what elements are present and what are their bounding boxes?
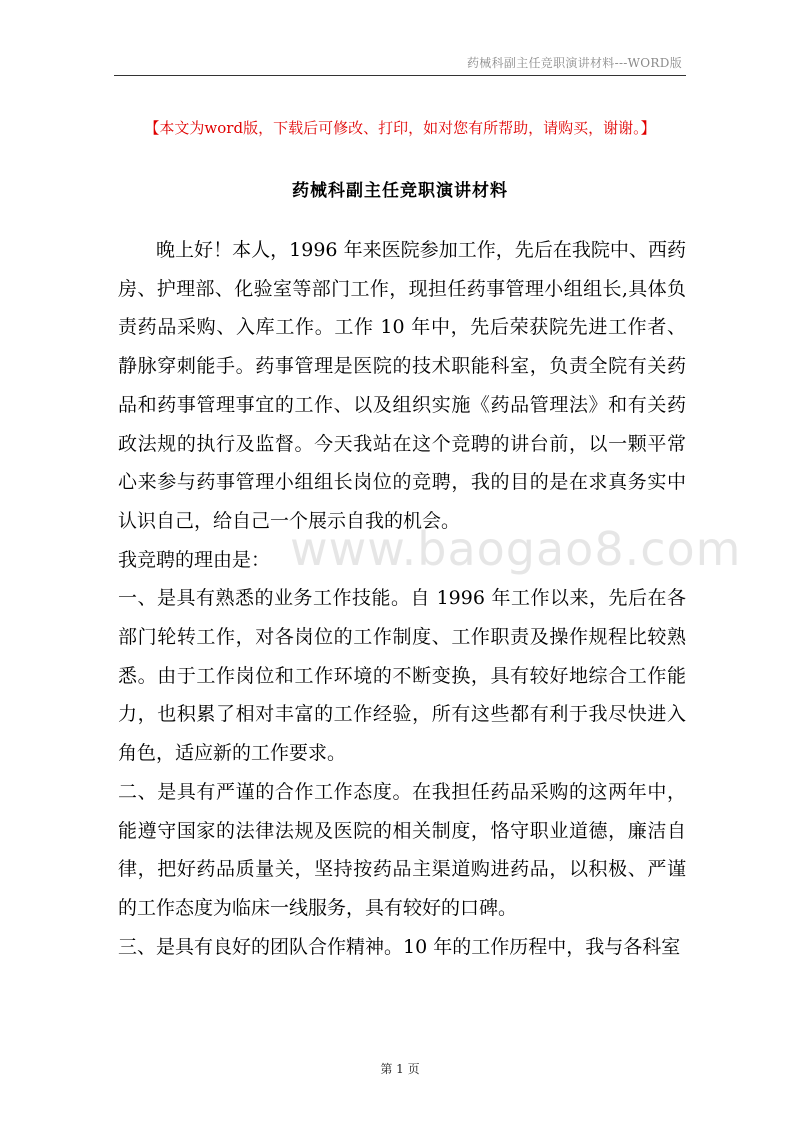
paragraph-reason-1: 一、是具有熟悉的业务工作技能。自 1996 年工作以来，先后在各部门轮转工作，对各岗位的工作制度、工作职责及操作规程比较熟悉。由于工作岗位和工作环境的不断变换，具有较好地综合工作能力，也积累了相对丰富的工作经验，所有这些都有利于我尽快进入角色，适应新的工作要求。 [118, 587, 686, 765]
paragraph-reasons-heading: 我竞聘的理由是： [118, 548, 271, 571]
paragraph-intro: 晚上好！本人，1996 年来医院参加工作，先后在我院中、西药房、护理部、化验室等部门工作，现担任药事管理小组组长,具体负责药品采购、入库工作。工作 10 年中，先后荣获院先进工作者、静脉穿刺能手。药事管理是医院的技术职能科室，负责全院有关药品和药事管理事宜的工作、以及组织实施《药品管理法》和有关药政法规的执行及监督。今天我站在这个竞聘的讲台前，以一颗平常心来参与药事管理小组组长岗位的竞聘，我的目的是在求真务实中认识自己，给自己一个展示自我的机会。 [118, 239, 686, 532]
paragraph-reason-2: 二、是具有严谨的合作工作态度。在我担任药品采购的这两年中，能遵守国家的法律法规及医院的相关制度，恪守职业道德，廉洁自律，把好药品质量关，坚持按药品主渠道购进药品，以积极、严谨的工作态度为临床一线服务，具有较好的口碑。 [118, 780, 686, 919]
watermark-text: www.baogao8.com [290, 522, 742, 576]
page-number: 第 1 页 [380, 1062, 420, 1076]
paragraph-reason-3: 三、是具有良好的团队合作精神。10 年的工作历程中，我与各科室 [118, 935, 681, 958]
header-divider [114, 75, 686, 76]
document-body [118, 231, 686, 966]
document-title: 药械科副主任竞职演讲材料 [292, 181, 508, 201]
page-header-text: 药械科副主任竞职演讲材料---WORD版 [467, 56, 682, 70]
download-notice: 【本文为word版，下载后可修改、打印，如对您有所帮助，请购买，谢谢。】 [144, 119, 656, 137]
